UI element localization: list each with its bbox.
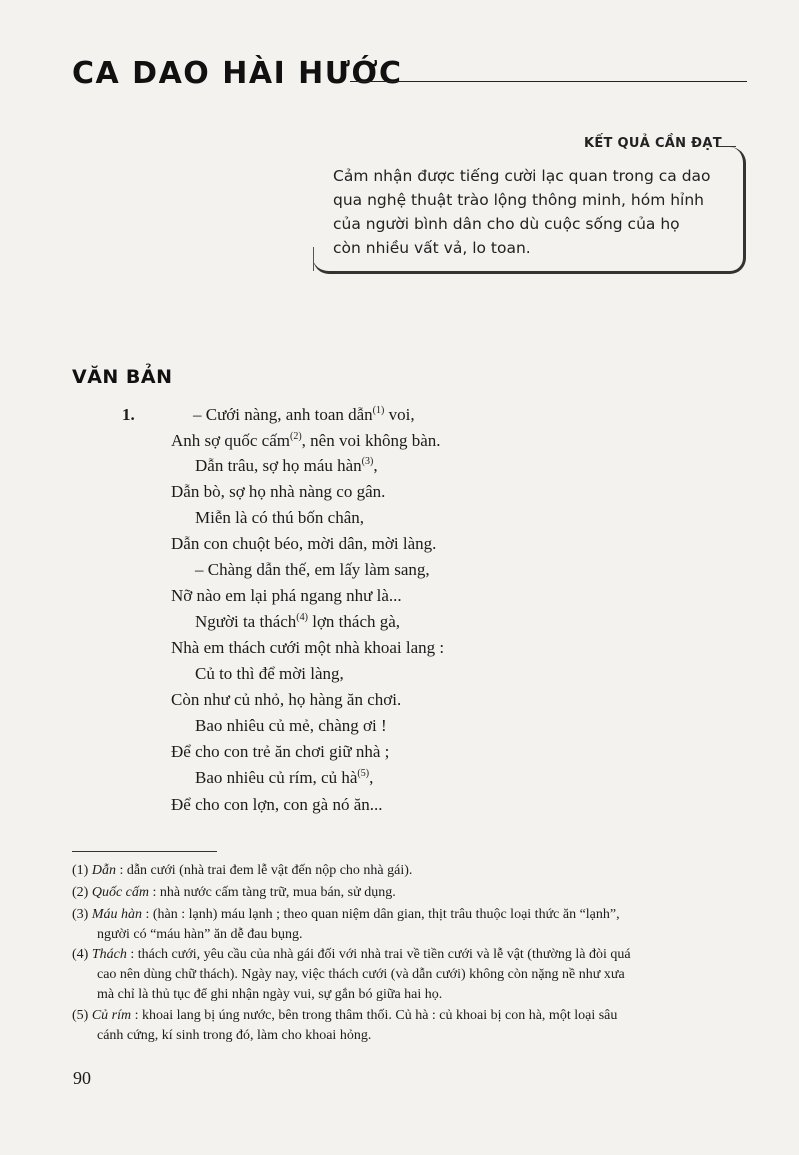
poem-line: Người ta thách$^{(4)}$ lợn thách gà,	[195, 612, 401, 631]
poem-line: Miễn là có thú bốn chân,	[195, 508, 365, 527]
footnote-ref: (2)	[290, 431, 302, 442]
outcome-line: của người bình dân cho dù cuộc sống của họ	[333, 215, 680, 233]
poem-line: Để cho con trẻ ăn chơi giữ nhà ;	[171, 742, 390, 761]
outcome-line: còn nhiều vất vả, lo toan.	[333, 239, 531, 257]
footnote-rule	[72, 851, 217, 852]
footnote-ref: (5)	[357, 768, 370, 779]
poem-line: Để cho con lợn, con gà nó ăn...	[171, 795, 383, 814]
page-title: CA DAO HÀI HƯỚC	[72, 56, 403, 91]
poem-line: – Cưới nàng, anh toan dẫn$^{(1)}$ voi,	[193, 405, 415, 424]
poem-line: – Chàng dẫn thế, em lấy làm sang,	[195, 560, 430, 579]
poem-line: Dẫn con chuột béo, mời dân, mời làng.	[171, 534, 437, 553]
outcome-text	[333, 164, 733, 260]
section-heading: VĂN BẢN	[72, 366, 173, 388]
poem-line: Anh sợ quốc cấm$^{(2)}$, nên voi không bàn.	[171, 431, 441, 450]
poem-line: Dẫn bò, sợ họ nhà nàng co gân.	[171, 482, 386, 501]
footnote: (4) Thách : thách cưới, yêu cầu của nhà gái đối với nhà trai về tiền cưới và lễ vật (thường là đòi quá cao nên dùng chữ thách). Ngày nay, việc thách cưới (và dẫn cưới) không còn nặng nề như xưa mà chỉ là thủ tục để ghi nhận ngày vui, sự gắn bó giữa hai họ.	[72, 947, 631, 1002]
footnote: (3) Máu hàn : (hàn : lạnh) máu lạnh ; theo quan niệm dân gian, thịt trâu thuộc loại thức ăn “lạnh”, người có “máu hàn” ăn dễ đau bụng.	[72, 907, 620, 942]
outcome-line: Cảm nhận được tiếng cười lạc quan trong ca dao	[333, 167, 711, 185]
outcome-line: qua nghệ thuật trào lộng thông minh, hóm hỉnh	[333, 191, 704, 209]
title-rule	[350, 81, 747, 82]
outcome-box-left-edge	[313, 247, 328, 271]
outcome-heading: KẾT QUẢ CẦN ĐẠT	[584, 136, 722, 151]
footnote: (1) Dẫn : dẫn cưới (nhà trai đem lễ vật đến nộp cho nhà gái).	[72, 863, 413, 878]
poem-line: Dẫn trâu, sợ họ máu hàn$^{(3)}$,	[195, 456, 378, 475]
poem-line: Bao nhiêu củ mẻ, chàng ơi !	[195, 716, 387, 735]
poem-line: Còn như củ nhỏ, họ hàng ăn chơi.	[171, 690, 402, 709]
footnote-ref: (3)	[361, 456, 374, 467]
footnote-ref: (4)	[296, 612, 308, 623]
poem-line: Củ to thì để mời làng,	[195, 664, 344, 683]
footnote-ref: (1)	[372, 405, 385, 416]
poem-line: Nỡ nào em lại phá ngang như là...	[171, 586, 402, 605]
poem-line: Nhà em thách cưới một nhà khoai lang :	[171, 638, 445, 657]
poem-number: 1.	[122, 405, 135, 424]
page-number: 90	[73, 1068, 91, 1088]
footnote: (5) Củ rím : khoai lang bị úng nước, bên trong thâm thối. Củ hà : củ khoai bị con hà, một loại sâu cánh cứng, kí sinh trong đó, làm cho khoai hỏng.	[72, 1008, 618, 1043]
footnote: (2) Quốc cấm : nhà nước cấm tàng trữ, mua bán, sử dụng.	[72, 885, 396, 900]
poem-line: Bao nhiêu củ rím, củ $hà^{(5)}$,	[195, 768, 374, 787]
